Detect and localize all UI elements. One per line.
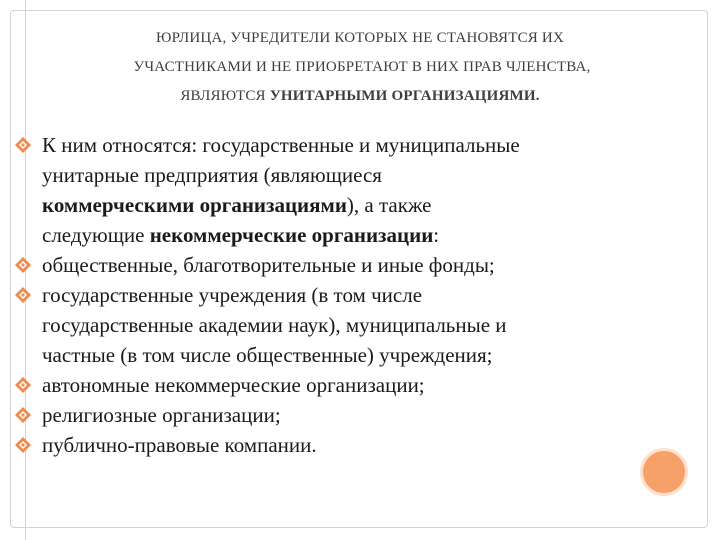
diamond-bullet-icon xyxy=(14,256,32,274)
item-4-text: автономные некоммерческие организации; xyxy=(42,373,425,397)
title-line-3-plain: ЯВЛЯЮТСЯ xyxy=(180,88,270,104)
item-1-line-4-rest: : xyxy=(433,223,440,247)
item-2-text: общественные, благотворительные и иные фонды; xyxy=(42,253,495,277)
item-1-line-4-a: следующие xyxy=(42,223,150,247)
item-1-line-1: К ним относятся: государственные и муниципальные xyxy=(42,133,520,157)
item-1-line-3-rest: ), а также xyxy=(346,193,432,217)
diamond-bullet-icon xyxy=(14,286,32,304)
orange-circle-icon xyxy=(640,448,688,496)
list-item xyxy=(42,280,682,370)
list-item xyxy=(42,130,682,250)
item-5-text: религиозные организации; xyxy=(42,403,281,427)
diamond-bullet-icon xyxy=(14,406,32,424)
list-item xyxy=(42,430,682,460)
bullet-list xyxy=(42,130,682,460)
item-1-bold-commercial: коммерческими организациями xyxy=(42,193,347,217)
list-item xyxy=(42,250,682,280)
title-line-1: ЮРЛИЦА, УЧРЕДИТЕЛИ КОТОРЫХ НЕ СТАНОВЯТСЯ ИХ xyxy=(155,30,564,46)
item-1-line-2: унитарные предприятия (являющиеся xyxy=(42,163,382,187)
diamond-bullet-icon xyxy=(14,436,32,454)
item-3-line-2: государственные академии наук), муниципальные и xyxy=(42,313,507,337)
title-line-3 xyxy=(40,82,680,111)
diamond-bullet-icon xyxy=(14,376,32,394)
item-1-bold-noncommercial: некоммерческие организации xyxy=(149,223,434,247)
slide-title xyxy=(40,24,680,111)
title-line-3-bold: УНИТАРНЫМИ ОРГАНИЗАЦИЯМИ. xyxy=(269,88,540,104)
item-1-line-3 xyxy=(42,190,682,220)
list-item xyxy=(42,370,682,400)
diamond-bullet-icon xyxy=(14,136,32,154)
title-line-2: УЧАСТНИКАМИ И НЕ ПРИОБРЕТАЮТ В НИХ ПРАВ ЧЛЕНСТВА, xyxy=(133,59,591,75)
item-3-line-3: частные (в том числе общественные) учреждения; xyxy=(42,343,493,367)
item-1-line-4 xyxy=(42,220,682,250)
item-3-line-1: государственные учреждения (в том числе xyxy=(42,283,423,307)
item-6-text: публично-правовые компании. xyxy=(42,433,317,457)
list-item xyxy=(42,400,682,430)
